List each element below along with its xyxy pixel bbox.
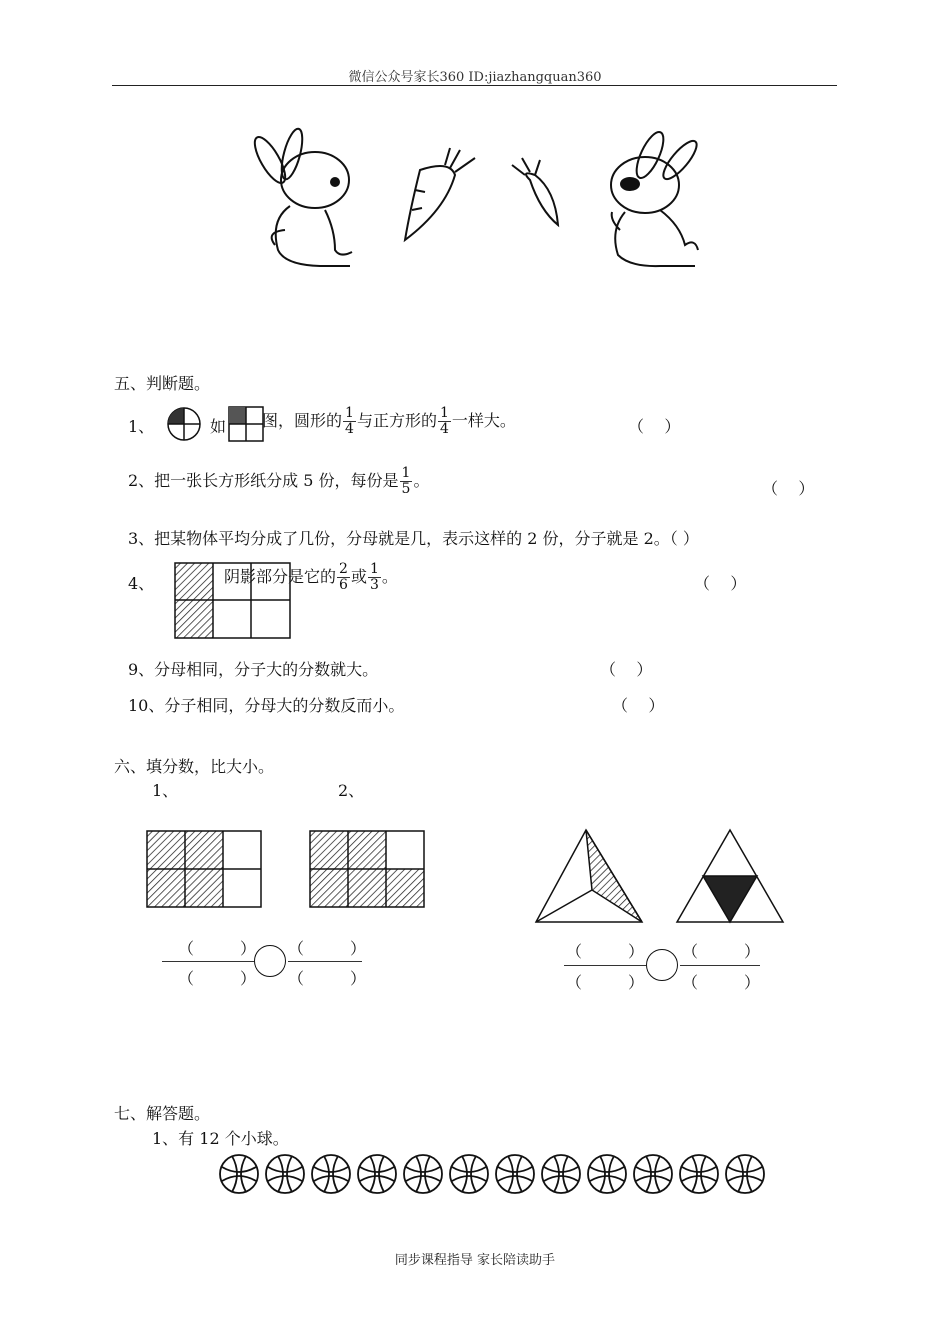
paren-open: （ (682, 942, 699, 961)
frac-denominator: 5 (401, 481, 411, 497)
q10-answer-paren[interactable]: （ ） (612, 696, 665, 715)
frac-numerator: 1 (439, 405, 449, 421)
q4-answer-paren[interactable]: （ ） (694, 574, 747, 593)
q2-text-a: 2、把一张长方形纸分成 5 份，每份是 (128, 471, 399, 490)
q2-answer-paren[interactable]: （ ） (762, 479, 815, 498)
cmp2-right-den[interactable] (682, 970, 760, 993)
frac-denominator: 3 (369, 577, 379, 593)
frac-numerator: 1 (369, 561, 379, 577)
paren-close: ） (240, 969, 257, 988)
q1-text (262, 406, 516, 437)
q2-end: 。 (413, 471, 430, 490)
q4-text (224, 562, 398, 593)
q4-text-a: 阴影部分是它的 (224, 567, 337, 586)
rect-figure-a (146, 830, 264, 910)
q1-text-ru: 如 (210, 417, 227, 436)
cmp1-right-den[interactable] (288, 966, 366, 989)
cmp2-right-num[interactable] (682, 939, 760, 962)
q4-number: 4、 (128, 574, 155, 593)
q3-text: 3、把某物体平均分成了几份，分母就是几，表示这样的 2 份，分子就是 2。（ ） (128, 529, 699, 548)
ball-icon (450, 1155, 488, 1193)
section5-title: 五、判断题。 (114, 374, 211, 393)
q1-text-b: 与正方形的 (356, 411, 437, 430)
ball-icon (266, 1155, 304, 1193)
q1-answer-paren[interactable]: （ ） (628, 417, 681, 436)
rect-figure-b (309, 830, 427, 910)
q1-text-c: 一样大。 (451, 411, 516, 430)
q4-fraction-a (337, 562, 350, 593)
q4-end: 。 (381, 567, 398, 586)
cmp2-circle[interactable] (646, 949, 678, 981)
carrot-left-icon (405, 148, 475, 240)
quarter-square-figure (228, 406, 264, 442)
paren-open: （ (566, 973, 583, 992)
cmp1-circle[interactable] (254, 945, 286, 977)
frac-numerator: 1 (345, 405, 354, 421)
q1-number: 1、 (128, 417, 155, 436)
q9-answer-paren[interactable]: （ ） (600, 660, 653, 679)
quarter-circle-figure (166, 406, 202, 442)
ball-icon (404, 1155, 442, 1193)
rabbits-carrots-illustration (240, 120, 710, 280)
q2-text (128, 466, 429, 497)
ball-icon (358, 1155, 396, 1193)
paren-open: （ (178, 939, 195, 958)
paren-close: ） (350, 939, 367, 958)
frac-denominator: 4 (439, 421, 449, 437)
page-footer: 同步课程指导 家长陪读助手 (394, 1253, 556, 1268)
section6-sub2: 2、 (338, 781, 365, 800)
section6-sub1: 1、 (152, 781, 179, 800)
right-rabbit-icon (611, 129, 702, 267)
page-header: 微信公众号家长360 ID:jiazhangquan360 (348, 70, 602, 85)
cmp1-left-bar (162, 961, 254, 962)
paren-close: ） (628, 973, 645, 992)
q1-fraction-circle (343, 406, 356, 437)
paren-close: ） (350, 969, 367, 988)
q10-text: 10、分子相同，分母大的分数反而小。 (128, 696, 405, 715)
cmp2-left-den[interactable] (566, 970, 644, 993)
q4-or: 或 (350, 567, 367, 586)
left-rabbit-icon (249, 127, 352, 266)
cmp1-right-num[interactable] (288, 936, 366, 959)
ball-icon (312, 1155, 350, 1193)
frac-denominator: 4 (345, 421, 354, 437)
balls-row (218, 1153, 774, 1195)
ball-icon (726, 1155, 764, 1193)
section7-q1: 1、有 12 个小球。 (152, 1129, 289, 1148)
triangle-figure-b (677, 828, 787, 924)
cmp1-left-num[interactable] (178, 936, 256, 959)
paren-close: ） (744, 942, 761, 961)
triangle-figure-a (534, 828, 644, 924)
q9-text: 9、分母相同，分子大的分数就大。 (128, 660, 379, 679)
cmp2-left-num[interactable] (566, 939, 644, 962)
ball-icon (680, 1155, 718, 1193)
section7-title: 七、解答题。 (114, 1104, 211, 1123)
paren-open: （ (288, 939, 305, 958)
frac-numerator: 2 (339, 561, 348, 577)
frac-denominator: 6 (339, 577, 348, 593)
section6-title: 六、填分数，比大小。 (114, 757, 275, 776)
paren-open: （ (178, 969, 195, 988)
paren-close: ） (744, 973, 761, 992)
paren-open: （ (566, 942, 583, 961)
paren-open: （ (288, 969, 305, 988)
carrot-right-icon (512, 158, 558, 225)
ball-icon (634, 1155, 672, 1193)
cmp2-right-bar (680, 965, 760, 966)
ball-icon (588, 1155, 626, 1193)
paren-open: （ (682, 973, 699, 992)
paren-close: ） (628, 942, 645, 961)
cmp1-left-den[interactable] (178, 966, 256, 989)
cmp1-right-bar (288, 961, 362, 962)
q1-fraction-square (438, 406, 451, 437)
q4-fraction-b (368, 562, 381, 593)
paren-close: ） (240, 939, 257, 958)
q2-fraction (400, 466, 413, 497)
header-divider (112, 85, 837, 86)
frac-numerator: 1 (401, 465, 411, 481)
ball-icon (542, 1155, 580, 1193)
cmp2-left-bar (564, 965, 646, 966)
q1-text-a: 图，圆形的 (262, 411, 343, 430)
ball-icon (496, 1155, 534, 1193)
